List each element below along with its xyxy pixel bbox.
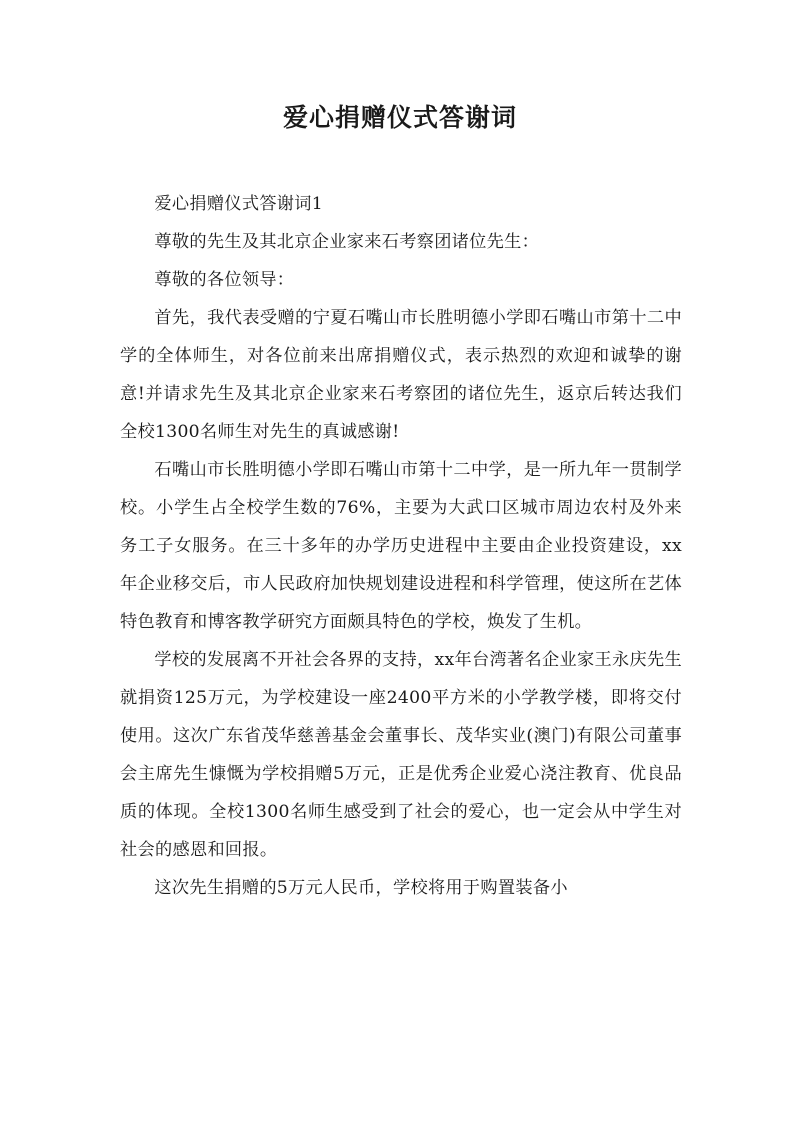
document-title: 爱心捐赠仪式答谢词 [282,103,517,132]
paragraph-salutation-guests: 尊敬的先生及其北京企业家来石考察团诸位先生： [154,232,540,252]
paragraph-support: 学校的发展离不开社会各界的支持，xx年台湾著名企业家王永庆先生就捐资125万元，为学校建设一座2400平方米的小学教学楼，即将交付使用。这次广东省茂华慈善基金会董事长、茂华实业(澳门)有限公司董事会主席先生慷慨为学校捐赠5万元，正是优秀企业爱心浇注教育、优良品质的体现。全校1300名师生感受到了社会的爱心，也一定会从中学生对社会的感恩和回报。 [120,650,682,860]
paragraph-school-intro: 石嘴山市长胜明德小学即石嘴山市第十二中学，是一所九年一贯制学校。小学生占全校学生数的76%，主要为大武口区城市周边农村及外来务工子女服务。在三十多年的办学历史进程中主要由企业投资建设，xx年企业移交后，市人民政府加快规划建设进程和科学管理，使这所在艺体特色教育和博客教学研究方面颇具特色的学校，焕发了生机。 [120,460,682,632]
document-body [120,185,682,907]
paragraph-subtitle: 爱心捐赠仪式答谢词1 [154,194,324,214]
paragraph-salutation-leaders: 尊敬的各位领导： [154,270,295,290]
paragraph-welcome: 首先，我代表受赠的宁夏石嘴山市长胜明德小学即石嘴山市第十二中学的全体师生，对各位前来出席捐赠仪式，表示热烈的欢迎和诚挚的谢意!并请求先生及其北京企业家来石考察团的诸位先生，返京后转达我们全校1300名师生对先生的真诚感谢! [120,308,682,442]
paragraph-donation-use: 这次先生捐赠的5万元人民币，学校将用于购置装备小 [154,878,568,898]
